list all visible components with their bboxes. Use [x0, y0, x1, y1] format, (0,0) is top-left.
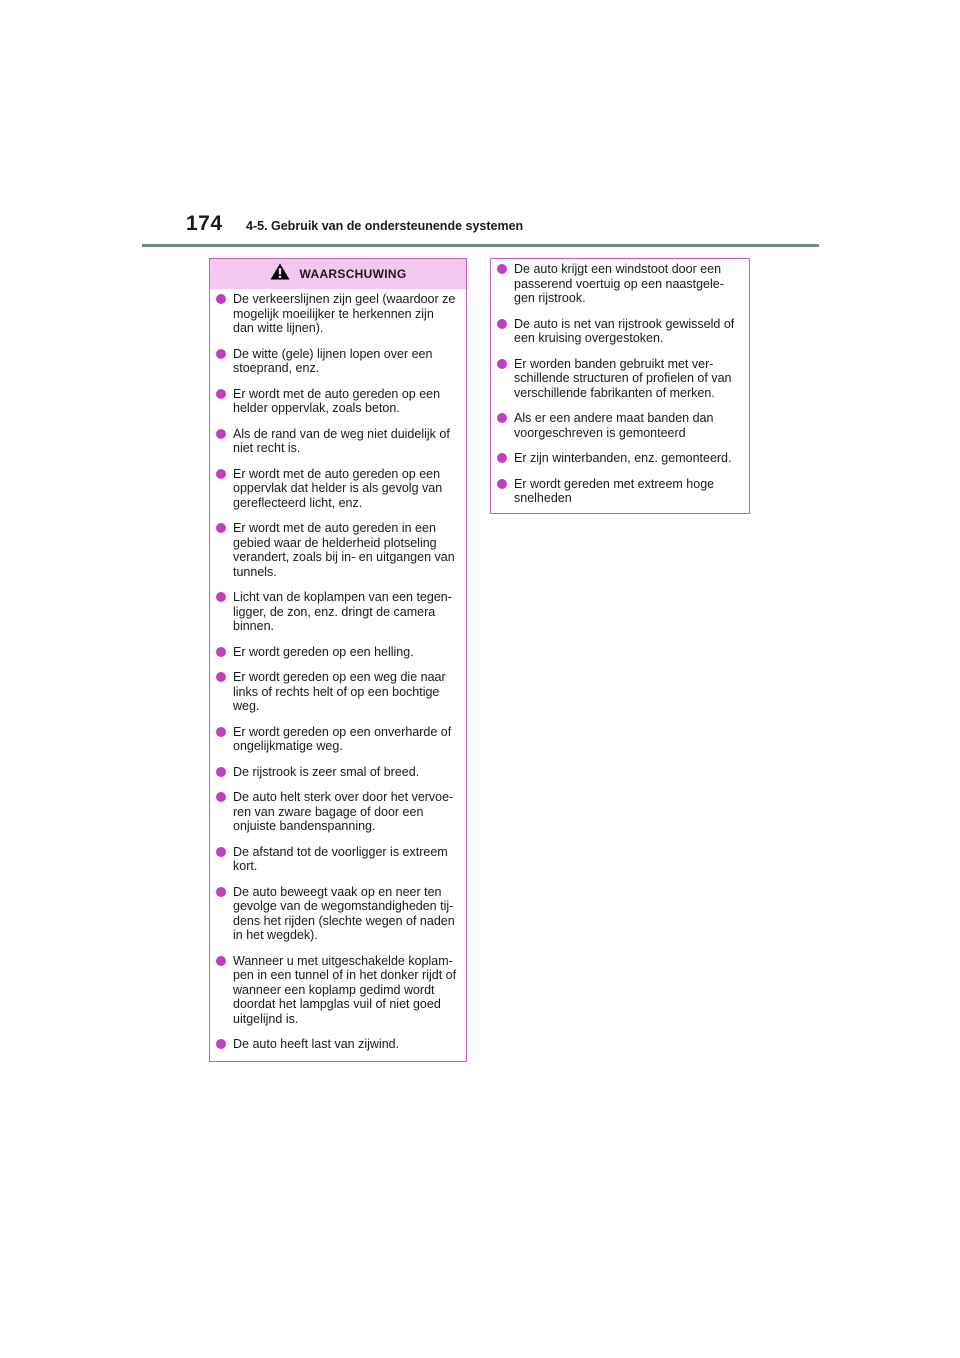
list-item-text: Er zijn winterbanden, enz. gemonteerd. [514, 451, 732, 465]
list-item [215, 954, 458, 1027]
list-item [215, 845, 458, 874]
list-item-text: De afstand tot de voorligger is extreem kort. [233, 844, 448, 873]
list-item [496, 477, 741, 506]
list-item-text: De verkeerslijnen zijn geel (waardoor ze mogelijk moeilijker te herkennen zijn dan witte lijnen). [233, 292, 456, 335]
continued-box [490, 258, 750, 514]
list-item [496, 411, 741, 440]
list-item [215, 645, 458, 660]
list-item-text: Als de rand van de weg niet duidelijk of niet recht is. [233, 426, 450, 455]
warning-triangle-icon [270, 263, 290, 285]
bullet-icon [216, 523, 226, 533]
list-item [215, 590, 458, 634]
section-title: 4-5. Gebruik van de ondersteunende systemen [246, 219, 524, 233]
list-item-text: De auto heeft last van zijwind. [233, 1037, 400, 1051]
bullet-icon [216, 349, 226, 359]
warning-header [210, 259, 466, 289]
list-item [215, 1037, 458, 1052]
list-item [496, 357, 741, 401]
list-item [215, 292, 458, 336]
bullet-icon [497, 453, 507, 463]
bullet-icon [216, 956, 226, 966]
list-item-text: De auto krijgt een windstoot door een passerend voertuig op een naastgele-gen rijstrook. [514, 262, 724, 305]
list-item-text: De auto is net van rijstrook gewisseld of een kruising overgestoken. [514, 316, 735, 345]
list-item [496, 262, 741, 306]
warning-title: WAARSCHUWING [299, 267, 407, 281]
bullet-icon [216, 429, 226, 439]
list-item [215, 467, 458, 511]
bullet-icon [216, 294, 226, 304]
list-item [215, 670, 458, 714]
list-item [215, 725, 458, 754]
list-item [496, 451, 741, 466]
list-item-text: Als er een andere maat banden dan voorgeschreven is gemonteerd [514, 411, 714, 440]
list-item-text: Er wordt gereden op een weg die naar links of rechts helt of op een bochtige weg. [233, 670, 446, 713]
bullet-icon [216, 847, 226, 857]
list-item [215, 427, 458, 456]
list-item [215, 387, 458, 416]
header-rule [142, 244, 819, 247]
bullet-icon [216, 792, 226, 802]
list-item-text: Er wordt met de auto gereden op een helder oppervlak, zoals beton. [233, 386, 441, 415]
list-item [215, 790, 458, 834]
list-item-text: De witte (gele) lijnen lopen over een stoeprand, enz. [233, 346, 433, 375]
bullet-icon [497, 319, 507, 329]
list-item-text: Er wordt gereden op een onverharde of ongelijkmatige weg. [233, 724, 452, 753]
bullet-icon [497, 479, 507, 489]
bullet-icon [216, 592, 226, 602]
bullet-icon [497, 264, 507, 274]
list-item-text: Licht van de koplampen van een tegen-ligger, de zon, enz. dringt de camera binnen. [233, 590, 452, 633]
list-item-text: De auto helt sterk over door het vervoe-ren van zware bagage of door een onjuiste bandenspanning. [233, 790, 454, 833]
bullet-icon [497, 359, 507, 369]
list-item-text: Er wordt met de auto gereden in een gebied waar de helderheid plotseling verandert, zoals bij in- en uitgangen van tunnels. [233, 521, 455, 579]
list-item [215, 347, 458, 376]
warning-list [210, 289, 466, 1052]
bullet-icon [216, 672, 226, 682]
page-number: 174 [186, 212, 223, 235]
list-item-text: De rijstrook is zeer smal of breed. [233, 764, 420, 779]
list-item [215, 765, 458, 780]
bullet-icon [216, 887, 226, 897]
bullet-icon [497, 413, 507, 423]
bullet-icon [216, 767, 226, 777]
list-item-text: Er wordt met de auto gereden op een oppervlak dat helder is als gevolg van gereflecteerd licht, enz. [233, 466, 443, 510]
list-item-text: Wanneer u met uitgeschakelde koplam-pen in een tunnel of in het donker rijdt of wanneer een koplamp gedimd wordt doordat het lampglas vuil of niet goed uitgelijnd is. [233, 953, 457, 1026]
continued-list [491, 259, 749, 506]
warning-box [209, 258, 467, 1062]
list-item-text: Er worden banden gebruikt met ver-schillende structuren of profielen of van verschillende fabrikanten of merken. [514, 356, 732, 400]
list-item [215, 521, 458, 579]
list-item [215, 885, 458, 943]
list-item [496, 317, 741, 346]
bullet-icon [216, 1039, 226, 1049]
bullet-icon [216, 389, 226, 399]
list-item-text: Er wordt gereden op een helling. [233, 644, 414, 659]
bullet-icon [216, 727, 226, 737]
bullet-icon [216, 469, 226, 479]
bullet-icon [216, 647, 226, 657]
list-item-text: Er wordt gereden met extreem hoge snelheden [514, 476, 715, 505]
list-item-text: De auto beweegt vaak op en neer ten gevolge van de wegomstandigheden tij-dens het rijden (slechte wegen of naden in het wegdek). [233, 884, 455, 942]
